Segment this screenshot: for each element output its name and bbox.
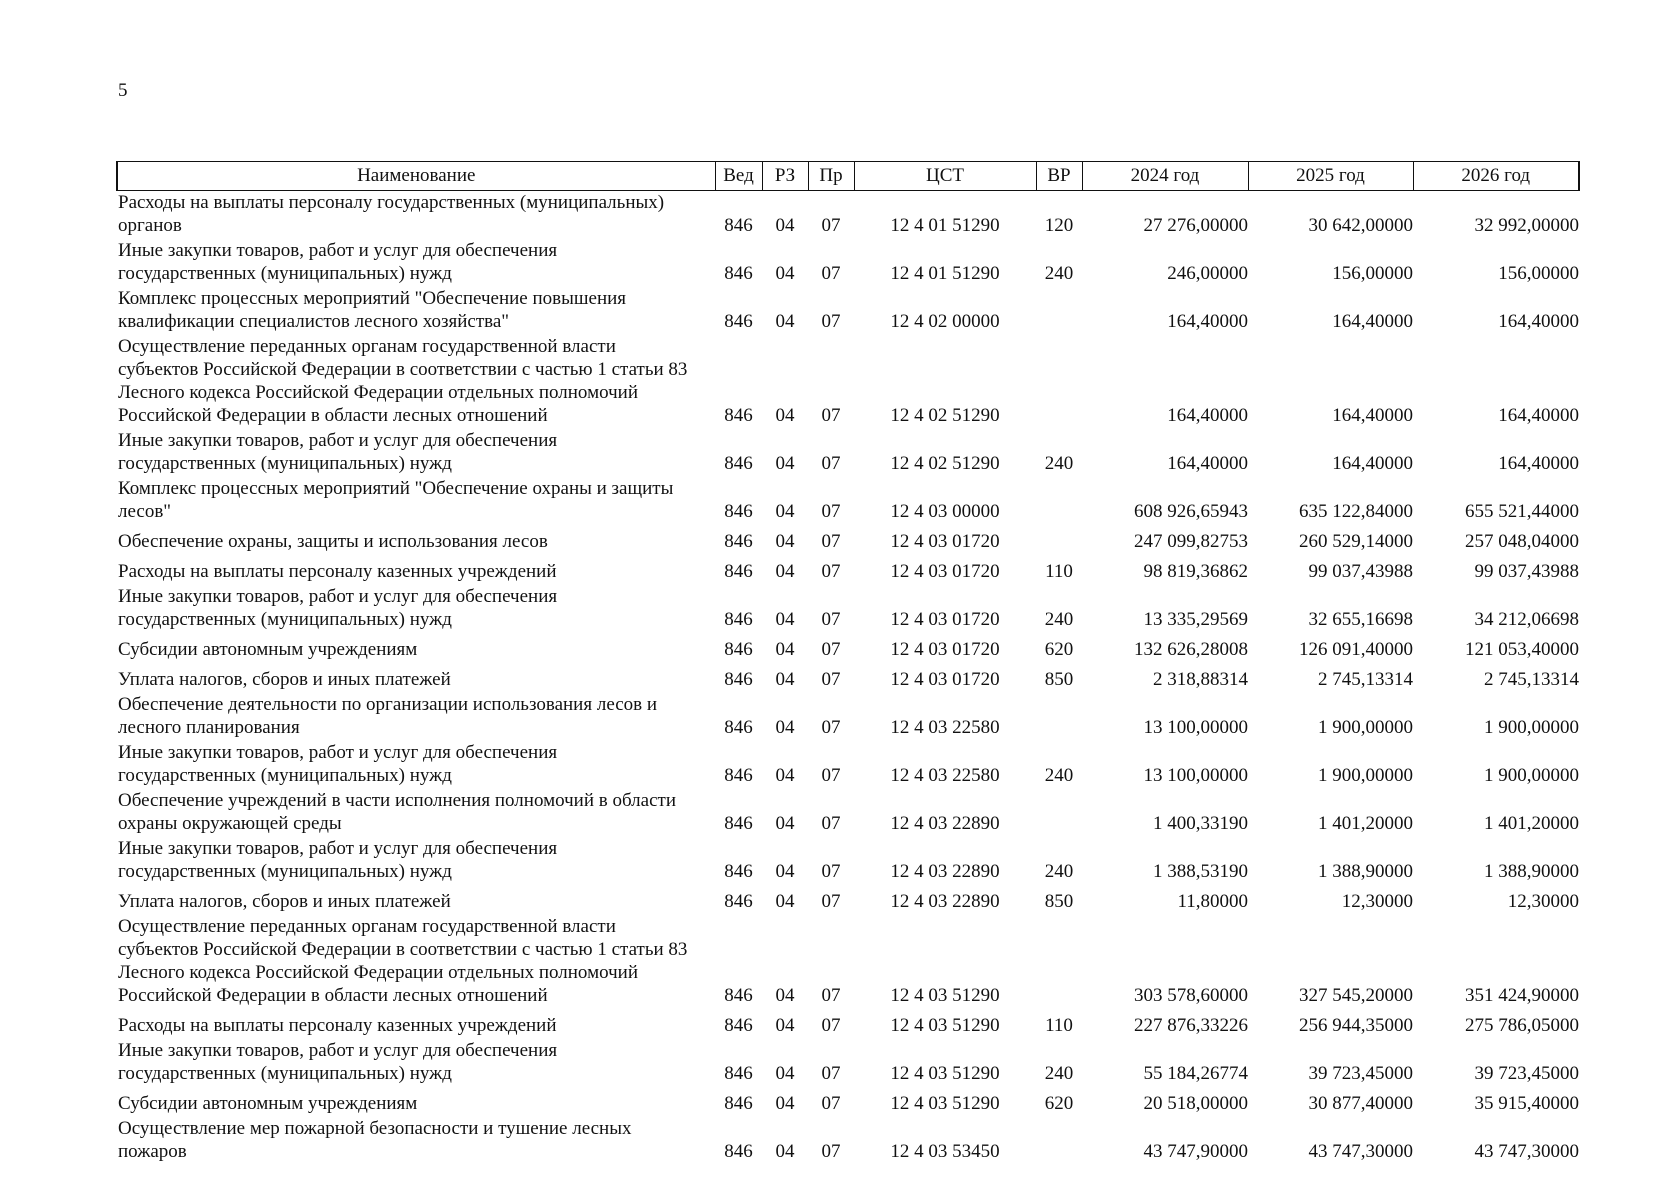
table-row — [117, 585, 1579, 633]
row-value-2024: 13 335,29569 — [1143, 609, 1248, 630]
row-value-2024: 55 184,26774 — [1143, 1063, 1248, 1084]
row-value-2025: 327 545,20000 — [1299, 985, 1413, 1006]
row-ved: 846 — [724, 1141, 753, 1162]
row-ved: 846 — [724, 1015, 753, 1036]
row-cst: 12 4 03 01720 — [890, 531, 1000, 552]
row-vr: 620 — [1044, 1093, 1074, 1114]
row-vr: 850 — [1044, 891, 1074, 912]
row-value-2026: 1 388,90000 — [1484, 861, 1579, 882]
row-name: Иные закупки товаров, работ и услуг для обеспечения государственных (муниципальных) нужд — [118, 240, 558, 284]
header-ved: Вед — [715, 162, 762, 191]
row-value-2024: 246,00000 — [1167, 263, 1248, 284]
row-pr: 07 — [821, 1063, 841, 1084]
row-value-2026: 275 786,05000 — [1465, 1015, 1579, 1036]
row-cst: 12 4 03 01720 — [890, 669, 1000, 690]
table-row — [117, 429, 1579, 477]
budget-table — [116, 161, 1580, 1165]
row-rz: 04 — [775, 453, 795, 474]
row-rz: 04 — [775, 561, 795, 582]
row-value-2024: 164,40000 — [1167, 405, 1248, 426]
table-row — [117, 915, 1579, 1009]
row-cst: 12 4 03 22580 — [890, 765, 1000, 786]
row-value-2025: 39 723,45000 — [1308, 1063, 1413, 1084]
row-cst: 12 4 03 51290 — [890, 1015, 1000, 1036]
row-value-2026: 655 521,44000 — [1465, 501, 1579, 522]
header-name: Наименование — [117, 162, 715, 191]
row-vr: 120 — [1044, 215, 1074, 236]
row-value-2025: 164,40000 — [1332, 405, 1413, 426]
row-pr: 07 — [821, 501, 841, 522]
row-name: Расходы на выплаты персоналу казенных учреждений — [118, 1015, 557, 1036]
table-row — [117, 1039, 1579, 1087]
row-ved: 846 — [724, 813, 753, 834]
row-pr: 07 — [821, 405, 841, 426]
row-cst: 12 4 01 51290 — [890, 263, 1000, 284]
table-row — [117, 1009, 1579, 1039]
row-name: Осуществление переданных органам государственной власти субъектов Российской Федерации в соответствии с частью 1 статьи 83 Лесного кодекса Российской Федерации отдельных полномочий Российской Федерации в области лесных отношений — [118, 336, 688, 426]
row-pr: 07 — [821, 985, 841, 1006]
row-value-2025: 1 401,20000 — [1318, 813, 1413, 834]
row-vr — [1036, 915, 1082, 1009]
row-value-2024: 27 276,00000 — [1143, 215, 1248, 236]
row-pr: 07 — [821, 531, 841, 552]
table-row — [117, 1117, 1579, 1165]
row-pr: 07 — [821, 861, 841, 882]
row-value-2024: 132 626,28008 — [1134, 639, 1248, 660]
row-vr — [1036, 693, 1082, 741]
row-pr: 07 — [821, 215, 841, 236]
row-vr: 240 — [1044, 765, 1074, 786]
header-vr: ВР — [1036, 162, 1082, 191]
row-value-2025: 32 655,16698 — [1308, 609, 1413, 630]
row-ved: 846 — [724, 531, 753, 552]
row-value-2026: 35 915,40000 — [1474, 1093, 1579, 1114]
row-vr — [1036, 1117, 1082, 1165]
row-ved: 846 — [724, 263, 753, 284]
row-value-2024: 247 099,82753 — [1134, 531, 1248, 552]
row-ved: 846 — [724, 609, 753, 630]
row-value-2026: 1 900,00000 — [1484, 765, 1579, 786]
row-name: Осуществление мер пожарной безопасности и тушение лесных пожаров — [118, 1118, 632, 1162]
row-cst: 12 4 03 01720 — [890, 561, 1000, 582]
table-row — [117, 663, 1579, 693]
row-pr: 07 — [821, 639, 841, 660]
row-rz: 04 — [775, 405, 795, 426]
row-rz: 04 — [775, 1093, 795, 1114]
row-rz: 04 — [775, 609, 795, 630]
row-name: Расходы на выплаты персоналу государственных (муниципальных) органов — [118, 192, 665, 236]
row-rz: 04 — [775, 765, 795, 786]
row-value-2025: 256 944,35000 — [1299, 1015, 1413, 1036]
row-value-2024: 227 876,33226 — [1134, 1015, 1248, 1036]
row-value-2026: 1 401,20000 — [1484, 813, 1579, 834]
row-cst: 12 4 02 00000 — [890, 311, 1000, 332]
row-name: Субсидии автономным учреждениям — [118, 1093, 418, 1114]
table-row — [117, 885, 1579, 915]
row-vr — [1036, 477, 1082, 525]
row-name: Субсидии автономным учреждениям — [118, 639, 418, 660]
row-pr: 07 — [821, 813, 841, 834]
table-row — [117, 287, 1579, 335]
row-cst: 12 4 03 22890 — [890, 861, 1000, 882]
table-row — [117, 693, 1579, 741]
row-name: Комплекс процессных мероприятий "Обеспечение повышения квалификации специалистов лесного хозяйства" — [118, 288, 627, 332]
row-rz: 04 — [775, 1141, 795, 1162]
row-name: Осуществление переданных органам государственной власти субъектов Российской Федерации в соответствии с частью 1 статьи 83 Лесного кодекса Российской Федерации отдельных полномочий Российской Федерации в области лесных отношений — [118, 916, 688, 1006]
row-vr — [1036, 525, 1082, 555]
row-value-2025: 43 747,30000 — [1308, 1141, 1413, 1162]
row-ved: 846 — [724, 561, 753, 582]
row-vr: 240 — [1044, 453, 1074, 474]
row-value-2025: 12,30000 — [1341, 891, 1413, 912]
row-vr — [1036, 287, 1082, 335]
row-value-2025: 635 122,84000 — [1299, 501, 1413, 522]
row-pr: 07 — [821, 717, 841, 738]
row-value-2026: 257 048,04000 — [1465, 531, 1579, 552]
row-vr: 240 — [1044, 861, 1074, 882]
header-cst: ЦСТ — [854, 162, 1036, 191]
row-value-2025: 156,00000 — [1332, 263, 1413, 284]
row-cst: 12 4 03 00000 — [890, 501, 1000, 522]
table-row — [117, 741, 1579, 789]
row-cst: 12 4 02 51290 — [890, 405, 1000, 426]
row-ved: 846 — [724, 1093, 753, 1114]
row-pr: 07 — [821, 561, 841, 582]
row-pr: 07 — [821, 765, 841, 786]
row-value-2025: 2 745,13314 — [1318, 669, 1413, 690]
row-vr: 110 — [1045, 561, 1073, 582]
table-row — [117, 335, 1579, 429]
row-value-2025: 1 900,00000 — [1318, 765, 1413, 786]
table-row — [117, 525, 1579, 555]
row-rz: 04 — [775, 1063, 795, 1084]
row-value-2024: 2 318,88314 — [1153, 669, 1248, 690]
row-cst: 12 4 02 51290 — [890, 453, 1000, 474]
header-2025: 2025 год — [1248, 162, 1413, 191]
row-rz: 04 — [775, 501, 795, 522]
row-value-2026: 1 900,00000 — [1484, 717, 1579, 738]
row-name: Обеспечение деятельности по организации использования лесов и лесного планирования — [118, 694, 658, 738]
table-header — [117, 162, 1579, 191]
row-pr: 07 — [821, 311, 841, 332]
row-ved: 846 — [724, 639, 753, 660]
row-value-2026: 32 992,00000 — [1474, 215, 1579, 236]
row-rz: 04 — [775, 891, 795, 912]
table-row — [117, 191, 1579, 240]
row-cst: 12 4 03 22890 — [890, 813, 1000, 834]
row-value-2024: 303 578,60000 — [1134, 985, 1248, 1006]
row-name: Обеспечение охраны, защиты и использования лесов — [118, 531, 548, 552]
row-ved: 846 — [724, 861, 753, 882]
page-number: 5 — [118, 80, 128, 101]
row-value-2026: 156,00000 — [1498, 263, 1579, 284]
row-name: Обеспечение учреждений в части исполнения полномочий в области охраны окружающей среды — [118, 790, 676, 834]
row-pr: 07 — [821, 453, 841, 474]
row-name: Иные закупки товаров, работ и услуг для обеспечения государственных (муниципальных) нужд — [118, 1040, 558, 1084]
row-value-2025: 99 037,43988 — [1308, 561, 1413, 582]
table-row — [117, 789, 1579, 837]
row-rz: 04 — [775, 263, 795, 284]
row-value-2024: 13 100,00000 — [1143, 717, 1248, 738]
row-rz: 04 — [775, 639, 795, 660]
row-value-2026: 164,40000 — [1498, 311, 1579, 332]
row-cst: 12 4 03 51290 — [890, 1093, 1000, 1114]
row-value-2025: 30 877,40000 — [1308, 1093, 1413, 1114]
row-pr: 07 — [821, 263, 841, 284]
row-cst: 12 4 03 53450 — [890, 1141, 1000, 1162]
row-value-2026: 164,40000 — [1498, 453, 1579, 474]
row-pr: 07 — [821, 669, 841, 690]
row-value-2026: 34 212,06698 — [1474, 609, 1579, 630]
row-vr: 240 — [1044, 263, 1074, 284]
table-row — [117, 477, 1579, 525]
row-value-2024: 13 100,00000 — [1143, 765, 1248, 786]
row-rz: 04 — [775, 215, 795, 236]
table-row — [117, 633, 1579, 663]
row-cst: 12 4 03 22580 — [890, 717, 1000, 738]
row-value-2024: 1 400,33190 — [1153, 813, 1248, 834]
budget-table-container — [116, 161, 1578, 1165]
row-value-2026: 2 745,13314 — [1484, 669, 1579, 690]
row-value-2024: 98 819,36862 — [1143, 561, 1248, 582]
row-cst: 12 4 03 22890 — [890, 891, 1000, 912]
row-name: Комплекс процессных мероприятий "Обеспечение охраны и защиты лесов" — [118, 478, 674, 522]
row-value-2025: 1 900,00000 — [1318, 717, 1413, 738]
row-value-2025: 164,40000 — [1332, 311, 1413, 332]
row-cst: 12 4 03 51290 — [890, 985, 1000, 1006]
row-name: Иные закупки товаров, работ и услуг для обеспечения государственных (муниципальных) нужд — [118, 742, 558, 786]
row-value-2024: 1 388,53190 — [1153, 861, 1248, 882]
row-ved: 846 — [724, 891, 753, 912]
row-value-2026: 39 723,45000 — [1474, 1063, 1579, 1084]
header-2026: 2026 год — [1413, 162, 1579, 191]
row-vr: 850 — [1044, 669, 1074, 690]
row-cst: 12 4 03 01720 — [890, 639, 1000, 660]
row-ved: 846 — [724, 1063, 753, 1084]
row-pr: 07 — [821, 891, 841, 912]
table-body — [117, 191, 1579, 1166]
row-value-2024: 608 926,65943 — [1134, 501, 1248, 522]
row-rz: 04 — [775, 813, 795, 834]
row-value-2026: 99 037,43988 — [1474, 561, 1579, 582]
row-ved: 846 — [724, 311, 753, 332]
row-value-2024: 164,40000 — [1167, 311, 1248, 332]
table-row — [117, 555, 1579, 585]
row-value-2025: 30 642,00000 — [1308, 215, 1413, 236]
row-vr: 240 — [1044, 609, 1074, 630]
row-ved: 846 — [724, 669, 753, 690]
row-rz: 04 — [775, 531, 795, 552]
table-row — [117, 837, 1579, 885]
row-name: Иные закупки товаров, работ и услуг для обеспечения государственных (муниципальных) нужд — [118, 430, 558, 474]
row-ved: 846 — [724, 501, 753, 522]
row-vr: 620 — [1044, 639, 1074, 660]
row-name: Расходы на выплаты персоналу казенных учреждений — [118, 561, 557, 582]
row-rz: 04 — [775, 311, 795, 332]
row-rz: 04 — [775, 669, 795, 690]
row-cst: 12 4 03 51290 — [890, 1063, 1000, 1084]
row-ved: 846 — [724, 215, 753, 236]
row-pr: 07 — [821, 1015, 841, 1036]
row-ved: 846 — [724, 453, 753, 474]
row-value-2026: 164,40000 — [1498, 405, 1579, 426]
row-name: Уплата налогов, сборов и иных платежей — [118, 891, 451, 912]
header-2024: 2024 год — [1082, 162, 1248, 191]
row-vr: 110 — [1045, 1015, 1073, 1036]
row-value-2025: 1 388,90000 — [1318, 861, 1413, 882]
row-name: Иные закупки товаров, работ и услуг для обеспечения государственных (муниципальных) нужд — [118, 586, 558, 630]
row-value-2025: 164,40000 — [1332, 453, 1413, 474]
row-pr: 07 — [821, 1093, 841, 1114]
table-row — [117, 239, 1579, 287]
row-ved: 846 — [724, 765, 753, 786]
header-pr: Пр — [808, 162, 854, 191]
header-rz: РЗ — [762, 162, 808, 191]
row-value-2024: 11,80000 — [1177, 891, 1248, 912]
row-value-2026: 121 053,40000 — [1465, 639, 1579, 660]
row-ved: 846 — [724, 717, 753, 738]
row-ved: 846 — [724, 405, 753, 426]
row-vr — [1036, 335, 1082, 429]
row-name: Иные закупки товаров, работ и услуг для обеспечения государственных (муниципальных) нужд — [118, 838, 558, 882]
row-value-2025: 260 529,14000 — [1299, 531, 1413, 552]
row-rz: 04 — [775, 1015, 795, 1036]
row-vr — [1036, 789, 1082, 837]
row-ved: 846 — [724, 985, 753, 1006]
row-rz: 04 — [775, 861, 795, 882]
row-vr: 240 — [1044, 1063, 1074, 1084]
row-cst: 12 4 01 51290 — [890, 215, 1000, 236]
row-cst: 12 4 03 01720 — [890, 609, 1000, 630]
row-pr: 07 — [821, 609, 841, 630]
row-value-2026: 12,30000 — [1507, 891, 1579, 912]
row-value-2024: 164,40000 — [1167, 453, 1248, 474]
row-value-2024: 43 747,90000 — [1143, 1141, 1248, 1162]
row-value-2026: 351 424,90000 — [1465, 985, 1579, 1006]
row-rz: 04 — [775, 717, 795, 738]
row-value-2024: 20 518,00000 — [1143, 1093, 1248, 1114]
table-row — [117, 1087, 1579, 1117]
row-rz: 04 — [775, 985, 795, 1006]
row-value-2025: 126 091,40000 — [1299, 639, 1413, 660]
row-name: Уплата налогов, сборов и иных платежей — [118, 669, 451, 690]
row-value-2026: 43 747,30000 — [1474, 1141, 1579, 1162]
row-pr: 07 — [821, 1141, 841, 1162]
